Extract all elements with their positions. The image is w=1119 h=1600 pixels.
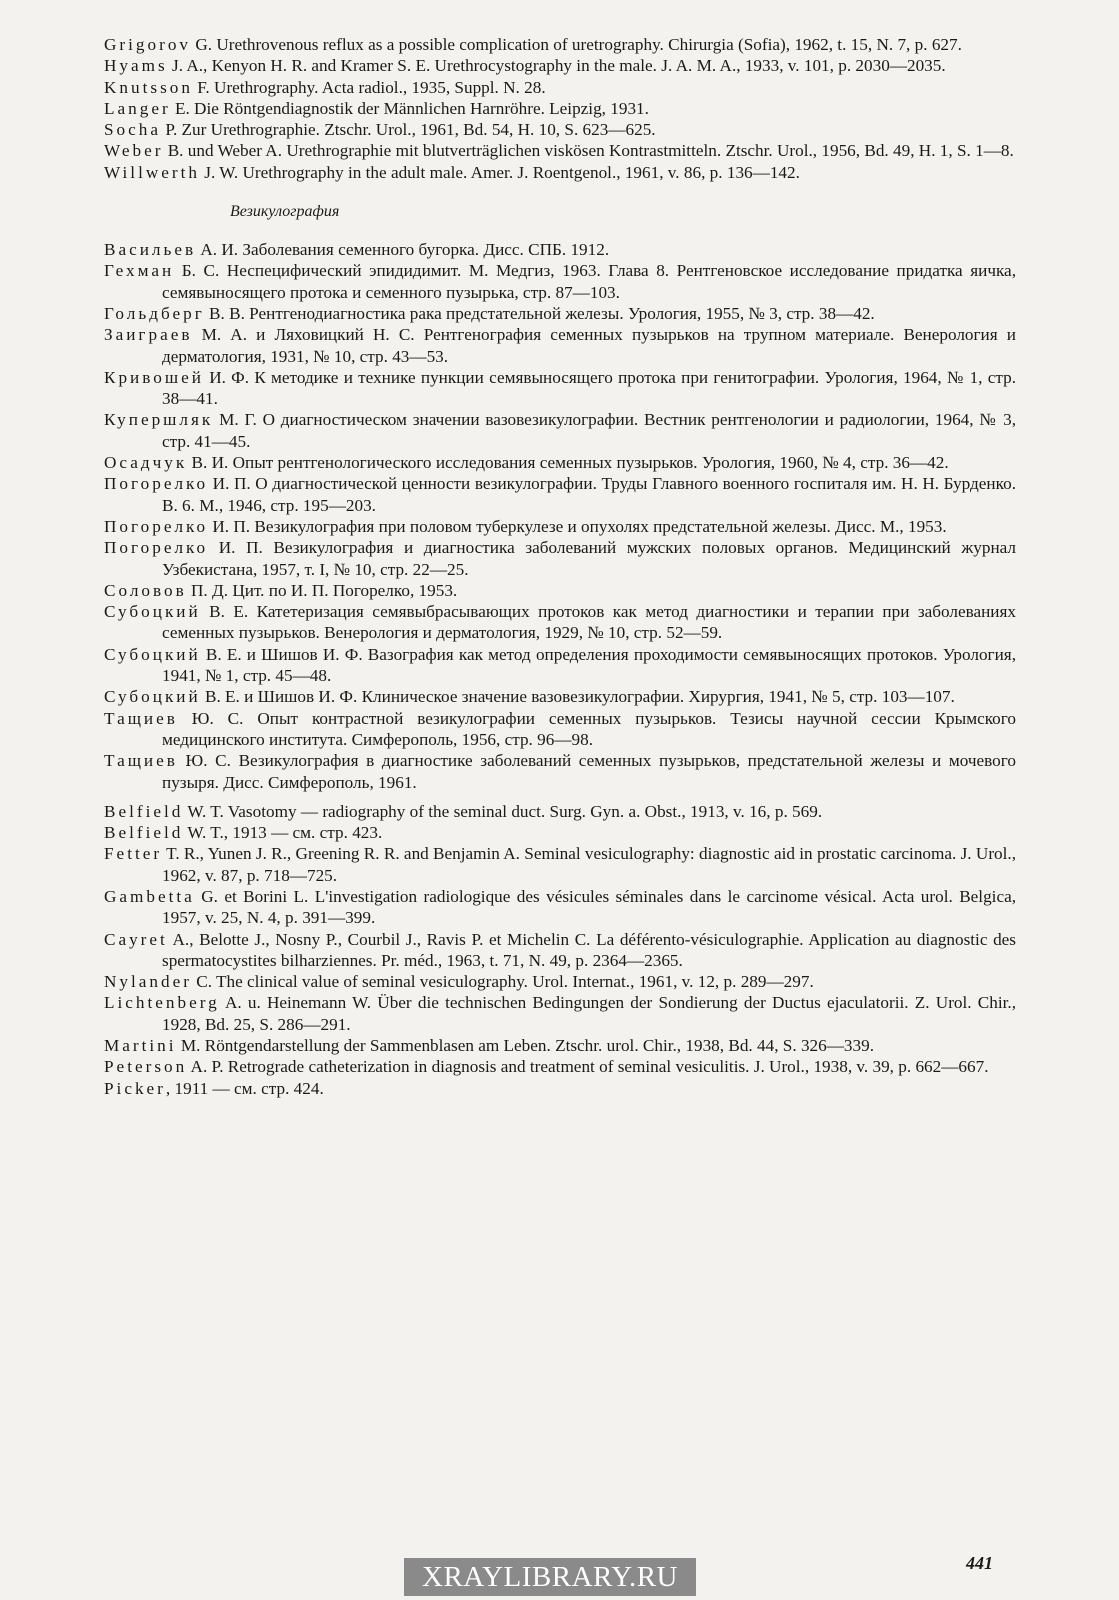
reference-text: T. R., Yunen J. R., Greening R. R. and Benjamin A. Seminal vesiculography: diagnostic aid in prostatic carcinoma. J. Urol., 1962, v. 87, p. 718—725.	[162, 844, 1016, 885]
reference-entry	[104, 367, 1016, 410]
reference-text: Б. С. Неспецифический эпидидимит. М. Медгиз, 1963. Глава 8. Рентгеновское исследование придатка яичка, семявыносящего протока и семенного пузырька, стр. 87—103.	[162, 261, 1016, 302]
reference-entry	[104, 162, 1016, 183]
reference-text: F. Urethrography. Acta radiol., 1935, Suppl. N. 28.	[192, 77, 546, 97]
reference-author: Погорелко	[104, 474, 209, 494]
reference-text: A. u. Heinemann W. Über die technischen Bedingungen der Sondierung der Ductus ejaculatorii. Z. Urol. Chir., 1928, Bd. 25, S. 286—291.	[162, 993, 1016, 1034]
reference-author: Погорелко	[104, 516, 209, 536]
reference-entry	[104, 1078, 1016, 1099]
reference-entry	[104, 303, 1016, 324]
reference-entry	[104, 580, 1016, 601]
reference-author: Langer	[104, 98, 171, 118]
reference-text: A. P. Retrograde catheterization in diagnosis and treatment of seminal vesiculitis. J. Urol., 1938, v. 39, p. 662—667.	[187, 1057, 989, 1077]
reference-text: A., Belotte J., Nosny P., Courbil J., Ravis P. et Michelin C. La déférento-vésiculographie. Application au diagnostic des spermatocystites bilharziennes. Pr. méd., 1963, t. 71, N. 49, p. 2364—2365.	[162, 929, 1016, 970]
section-heading: Везикулография	[230, 203, 340, 221]
reference-entry	[104, 34, 1016, 55]
reference-entry	[104, 686, 1016, 707]
reference-entry	[104, 409, 1016, 452]
reference-author: Peterson	[104, 1057, 188, 1077]
reference-entry	[104, 324, 1016, 367]
reference-entry	[104, 55, 1016, 76]
reference-author: Погорелко	[104, 538, 209, 558]
reference-text: И. П. О диагностической ценности везикулографии. Труды Главного военного госпиталя им. Н. Н. Бурденко. В. 6. М., 1946, стр. 195—203.	[162, 474, 1016, 515]
reference-entry	[104, 822, 1016, 843]
reference-list-foreign-vesiculography	[104, 801, 1016, 1099]
reference-author: Гольдберг	[104, 303, 205, 323]
reference-text: И. П. Везикулография и диагностика заболеваний мужских половых органов. Медицинский журнал Узбекистана, 1957, т. I, № 10, стр. 22—25.	[162, 538, 1016, 579]
reference-entry	[104, 516, 1016, 537]
reference-text: В. Е. и Шишов И. Ф. Клиническое значение вазовезикулографии. Хирургия, 1941, № 5, стр. 103—107.	[200, 687, 955, 707]
reference-entry	[104, 537, 1016, 580]
reference-entry	[104, 801, 1016, 822]
reference-author: Субоцкий	[104, 644, 201, 664]
reference-entry	[104, 708, 1016, 751]
reference-list-russian-vesiculography	[104, 239, 1016, 793]
reference-author: Belfield	[104, 801, 184, 821]
reference-author: Васильев	[104, 240, 197, 260]
reference-entry	[104, 140, 1016, 161]
reference-author: Nylander	[104, 972, 192, 992]
reference-entry	[104, 452, 1016, 473]
reference-text: И. П. Везикулография при половом туберкулезе и опухолях предстательной железы. Дисс. М., 1953.	[208, 516, 947, 536]
reference-text: M. Röntgendarstellung der Sammenblasen am Leben. Ztschr. urol. Chir., 1938, Bd. 44, S. 326—339.	[176, 1036, 875, 1056]
reference-entry	[104, 971, 1016, 992]
reference-entry	[104, 886, 1016, 929]
reference-author: Гехман	[104, 261, 175, 281]
reference-entry	[104, 239, 1016, 260]
reference-author: Grigorov	[104, 35, 192, 54]
reference-text: E. Die Röntgendiagnostik der Männlichen Harnröhre. Leipzig, 1931.	[170, 98, 649, 118]
reference-text: В. Е. и Шишов И. Ф. Вазография как метод определения проходимости семявыносящих протоков. Урология, 1941, № 1, стр. 45—48.	[162, 644, 1016, 686]
reference-text: В. И. Опыт рентгенологического исследования семенных пузырьков. Урология, 1960, № 4, стр. 36—42.	[187, 453, 949, 473]
reference-entry	[104, 843, 1016, 886]
reference-text: W. T., 1913 — см. стр. 423.	[183, 823, 383, 843]
reference-text: G. et Borini L. L'investigation radiologique des vésicules séminales dans le carcinome vésical. Acta urol. Belgica, 1957, v. 25, N. 4, p. 391—399.	[162, 886, 1016, 928]
reference-entry	[104, 1035, 1016, 1056]
reference-author: Knutsson	[104, 77, 193, 97]
reference-entry	[104, 992, 1016, 1035]
reference-entry	[104, 601, 1016, 644]
reference-author: Заиграев	[104, 325, 193, 345]
reference-author: Picker	[104, 1078, 166, 1098]
reference-text: М. Г. О диагностическом значении вазовезикулографии. Вестник рентгенологии и радиологии, 1964, № 3, стр. 41—45.	[162, 410, 1016, 451]
reference-author: Lichtenberg	[104, 993, 220, 1013]
reference-text: Ю. С. Опыт контрастной везикулографии семенных пузырьков. Тезисы научной сессии Крымского медицинского института. Симферополь, 1956, стр. 96—98.	[162, 708, 1016, 749]
reference-text: И. Ф. К методике и технике пункции семявыносящего протока при генитографии. Урология, 1964, № 1, стр. 38—41.	[162, 367, 1016, 409]
reference-author: Martini	[104, 1036, 177, 1056]
reference-text: J. W. Urethrography in the adult male. Amer. J. Roentgenol., 1961, v. 86, p. 136—142.	[200, 162, 800, 182]
reference-entry	[104, 473, 1016, 516]
reference-author: Осадчук	[104, 453, 188, 473]
reference-text: Ю. С. Везикулография в диагностике заболеваний семенных пузырьков, предстательной железы и мочевого пузыря. Дисс. Симферополь, 1961.	[162, 751, 1016, 792]
reference-text: А. И. Заболевания семенного бугорка. Дисс. СПБ. 1912.	[196, 240, 610, 260]
reference-entry	[104, 1056, 1016, 1077]
reference-author: Субоцкий	[104, 687, 201, 707]
reference-author: Hyams	[104, 56, 168, 76]
reference-author: Socha	[104, 120, 162, 140]
reference-author: Тащиев	[104, 751, 178, 771]
reference-entry	[104, 77, 1016, 98]
reference-author: Weber	[104, 141, 164, 161]
reference-entry	[104, 119, 1016, 140]
reference-entry	[104, 929, 1016, 972]
reference-author: Belfield	[104, 823, 184, 843]
reference-text: М. А. и Ляховицкий Н. С. Рентгенография семенных пузырьков на трупном материале. Венерология и дерматология, 1931, № 10, стр. 43—53.	[162, 325, 1016, 366]
reference-entry	[104, 260, 1016, 303]
reference-list-english-urethrography	[104, 34, 1016, 183]
reference-entry	[104, 750, 1016, 793]
reference-author: Cayret	[104, 929, 168, 949]
reference-author: Willwerth	[104, 162, 200, 182]
reference-author: Субоцкий	[104, 602, 201, 622]
reference-text: W. T. Vasotomy — radiography of the seminal duct. Surg. Gyn. a. Obst., 1913, v. 16, p. 569.	[183, 801, 823, 821]
page-number: 441	[966, 1553, 993, 1573]
reference-author: Кривошей	[104, 367, 204, 387]
reference-author: Fetter	[104, 844, 163, 864]
reference-entry	[104, 644, 1016, 687]
reference-entry	[104, 98, 1016, 119]
reference-text: , 1911 — см. стр. 424.	[165, 1078, 324, 1098]
reference-text: P. Zur Urethrographie. Ztschr. Urol., 1961, Bd. 54, H. 10, S. 623—625.	[161, 120, 656, 140]
reference-author: Соловов	[104, 580, 187, 600]
reference-author: Купершляк	[104, 410, 214, 430]
reference-text: G. Urethrovenous reflux as a possible complication of uretrography. Chirurgia (Sofia), 1962, t. 15, N. 7, p. 627.	[191, 35, 962, 54]
reference-text: B. und Weber A. Urethrographie mit blutverträglichen viskösen Kontrastmitteln. Ztschr. Urol., 1956, Bd. 49, H. 1, S. 1—8.	[163, 141, 1014, 161]
bibliography-page	[104, 34, 1016, 1099]
watermark-logo: XRAYLIBRARY.RU	[404, 1558, 696, 1596]
reference-text: C. The clinical value of seminal vesiculography. Urol. Internat., 1961, v. 12, p. 289—297.	[191, 972, 814, 992]
reference-author: Gambetta	[104, 886, 195, 906]
reference-text: П. Д. Цит. по И. П. Погорелко, 1953.	[186, 580, 458, 600]
reference-text: В. Е. Катетеризация семявыбрасывающих протоков как метод диагностики и терапии при заболеваниях семенных пузырьков. Венерология и дерматология, 1929, № 10, стр. 52—59.	[162, 602, 1016, 643]
reference-text: В. В. Рентгенодиагностика рака предстательной железы. Урология, 1955, № 3, стр. 38—42.	[204, 303, 875, 323]
reference-text: J. A., Kenyon H. R. and Kramer S. E. Urethrocystography in the male. J. A. M. A., 1933, v. 101, p. 2030—2035.	[167, 56, 946, 76]
reference-author: Тащиев	[104, 708, 178, 728]
